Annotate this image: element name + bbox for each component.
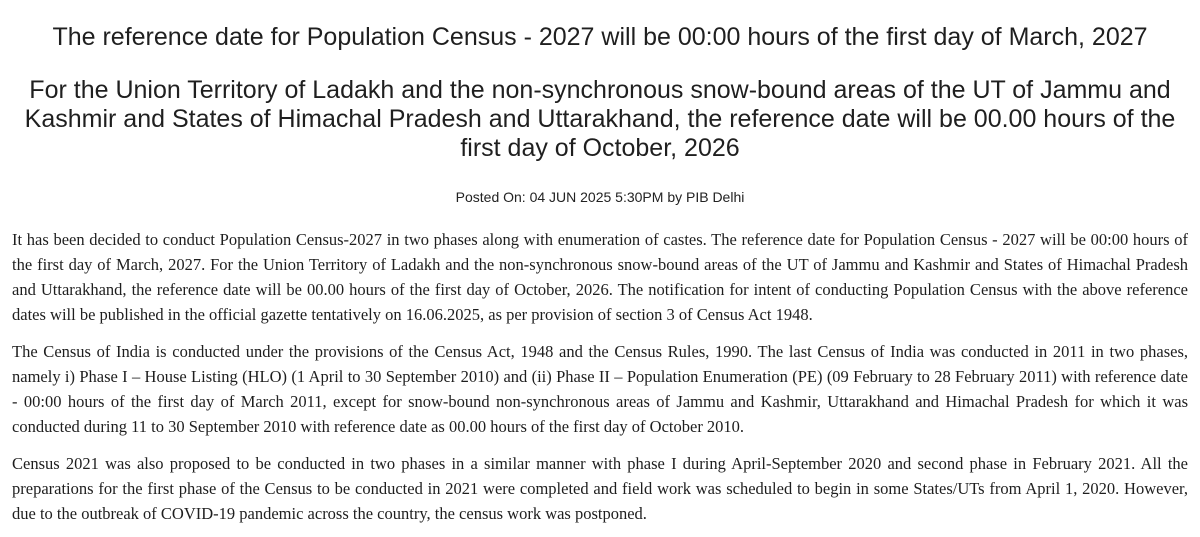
release-body xyxy=(12,227,1188,526)
body-paragraph-2: The Census of India is conducted under the provisions of the Census Act, 1948 and the Census Rules, 1990. The last Census of India was conducted in 2011 in two phases, namely i) Phase I – House Listing (HLO) (1 April to 30 September 2010) and (ii) Phase II – Population Enumeration (PE) (09 February to 28 February 2011) with reference date - 00:00 hours of the first day of March 2011, except for snow-bound non-synchronous areas of Jammu and Kashmir, Uttarakhand and Himachal Pradesh for which it was conducted during 11 to 30 September 2010 with reference date as 00.00 hours of the first day of October 2010. xyxy=(12,342,1188,436)
body-paragraph-1: It has been decided to conduct Population Census-2027 in two phases along with enumeration of castes. The reference date for Population Census - 2027 will be 00:00 hours of the first day of March, 2027. For the Union Territory of Ladakh and the non-synchronous snow-bound areas of the UT of Jammu and Kashmir and States of Himachal Pradesh and Uttarakhand, the reference date will be 00.00 hours of the first day of October, 2026. The notification for intent of conducting Population Census with the above reference dates will be published in the official gazette tentatively on 16.06.2025, as per provision of section 3 of Census Act 1948. xyxy=(12,230,1188,324)
body-paragraph-3: Census 2021 was also proposed to be conducted in two phases in a similar manner with phase I during April-September 2020 and second phase in February 2021. All the preparations for the first phase of the Census to be conducted in 2021 were completed and field work was scheduled to begin in some States/UTs from April 1, 2020. However, due to the outbreak of COVID-19 pandemic across the country, the census work was postponed. xyxy=(12,454,1188,523)
release-subtitle: For the Union Territory of Ladakh and the non-synchronous snow-bound areas of the UT of Jammu and Kashmir and States of Himachal Pradesh and Uttarakhand, the reference date will be 00.00 hours of the first day of October, 2026 xyxy=(24,76,1176,162)
release-title: The reference date for Population Census - 2027 will be 00:00 hours of the first day of March, 2027 xyxy=(52,23,1148,51)
posted-on-line: Posted On: 04 JUN 2025 5:30PM by PIB Delhi xyxy=(455,189,745,205)
